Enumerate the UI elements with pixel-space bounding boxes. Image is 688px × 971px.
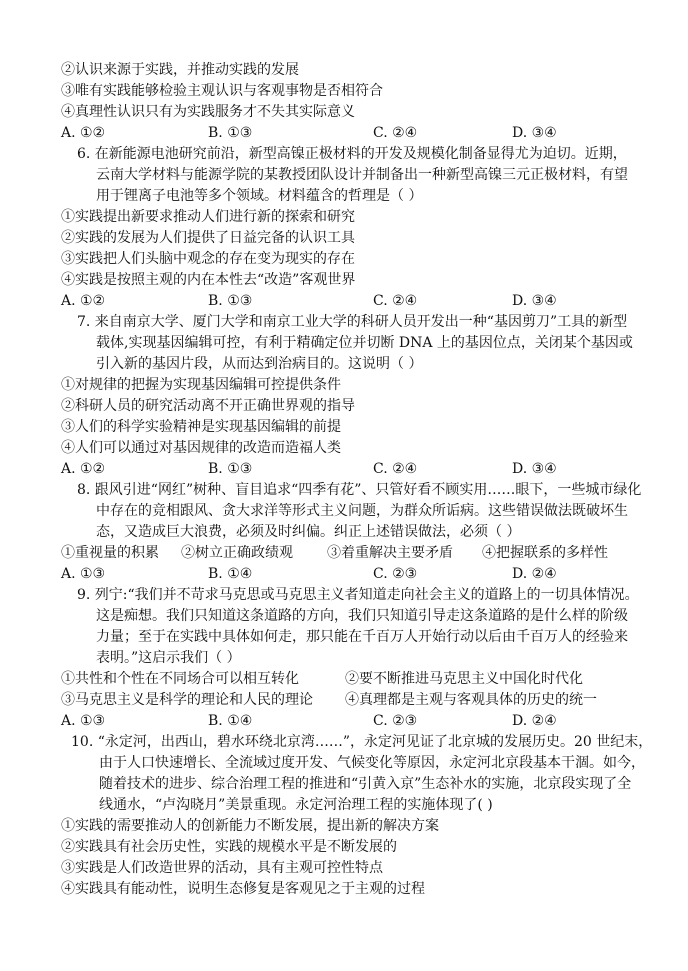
q9-statement-3: ③马克思主义是科学的理论和人民的理论 (61, 692, 313, 708)
q7-stem-line-2: 载体,实现基因编辑可控，有利于精确定位并切断 DNA 上的基因位点，关闭某个基因或 (96, 335, 633, 351)
q9-choice-d[interactable]: D. ②④ (512, 713, 557, 729)
q8-choice-b[interactable]: B. ①④ (208, 566, 253, 582)
q7-choice-c[interactable]: C. ②④ (373, 461, 418, 477)
q6-stem-line-2: 云南大学材料与能源学院的某教授团队设计并制备出一种新型高镍三元正极材料，有望 (96, 167, 628, 183)
q6-choices (61, 291, 621, 312)
q8-stem-line-3: 态，又造成巨大浪费，必须及时纠偏。纠正上述错误做法，必须（ ） (96, 524, 521, 540)
q5-choices (61, 123, 621, 144)
q8-choice-d[interactable]: D. ②④ (512, 566, 557, 582)
q8-statement-4: ④把握联系的多样性 (482, 545, 608, 561)
q10-stem-line-4: 线通水，“卢沟晓月”美景重现。永定河治理工程的实施体现了( ) (99, 797, 493, 813)
q9-choices (61, 711, 621, 732)
q7-choice-b[interactable]: B. ①③ (208, 461, 253, 477)
q10-stem-line-1: 10. “永定河，出西山，碧水环绕北京湾……”，永定河见证了北京城的发展历史。20 世纪末， (71, 734, 653, 750)
q9-stem-line-3: 力量；至于在实践中具体如何走，那只能在千百万人开始行动以后由千百万人的经验来 (96, 629, 628, 645)
q5-statement-3: ③唯有实践能够检验主观认识与客观事物是否相符合 (61, 83, 383, 99)
q10-stem-line-3: 随着技术的进步、综合治理工程的推进和“引黄入京”生态补水的实施，北京段实现了全 (99, 776, 632, 792)
q5-statement-2: ②认识来源于实践，并推动实践的发展 (61, 62, 299, 78)
q6-statement-2: ②实践的发展为人们提供了日益完备的认识工具 (61, 230, 355, 246)
q7-statement-3: ③人们的科学实验精神是实现基因编辑的前提 (61, 419, 341, 435)
q8-statement-3: ③着重解决主要矛盾 (327, 545, 453, 561)
q6-choice-d[interactable]: D. ③④ (512, 293, 557, 309)
q7-choices (61, 459, 621, 480)
q10-statement-3: ③实践是人们改造世界的活动，具有主观可控性特点 (61, 860, 383, 876)
q9-stem-line-1: 9. 列宁:“我们并不苛求马克思或马克思主义者知道走向社会主义的道路上的一切具体情况。 (77, 587, 639, 603)
q5-choice-d[interactable]: D. ③④ (512, 125, 557, 141)
q9-choice-a[interactable]: A. ①③ (61, 713, 106, 729)
q9-statements-row-2 (61, 690, 661, 711)
q5-choice-a[interactable]: A. ①② (61, 125, 106, 141)
q8-choice-c[interactable]: C. ②③ (373, 566, 418, 582)
q8-statement-2: ②树立正确政绩观 (181, 545, 293, 561)
q8-stem-line-1: 8. 跟风引进“网红”树种、盲目追求“四季有花”、只管好看不顾实用……眼下，一些城市绿化 (77, 482, 642, 498)
q9-choice-b[interactable]: B. ①④ (208, 713, 253, 729)
q6-choice-c[interactable]: C. ②④ (373, 293, 418, 309)
q6-statement-1: ①实践提出新要求推动人们进行新的探索和研究 (61, 209, 355, 225)
q5-choice-c[interactable]: C. ②④ (373, 125, 418, 141)
q6-choice-a[interactable]: A. ①② (61, 293, 106, 309)
q10-stem-line-2: 由于人口快速增长、全流域过度开发、气候变化等原因，永定河北京段基本干涸。如今， (99, 755, 645, 771)
q6-stem-line-3: 用于锂离子电池等多个领域。材料蕴含的哲理是（ ） (96, 188, 423, 204)
q7-choice-d[interactable]: D. ③④ (512, 461, 557, 477)
q9-statement-4: ④真理都是主观与客观具体的历史的统一 (345, 692, 597, 708)
q7-statement-4: ④人们可以通过对基因规律的改造而造福人类 (61, 440, 341, 456)
q7-statement-1: ①对规律的把握为实现基因编辑可控提供条件 (61, 377, 341, 393)
q9-choice-c[interactable]: C. ②③ (373, 713, 418, 729)
q7-choice-a[interactable]: A. ①② (61, 461, 106, 477)
q9-stem-line-2: 这是痴想。我们只知道这条道路的方向，我们只知道引导走这条道路的是什么样的阶级 (96, 608, 628, 624)
q7-stem-line-1: 7. 来自南京大学、厦门大学和南京工业大学的科研人员开发出一种“基因剪刀”工具的新型 (77, 314, 628, 330)
q6-statement-3: ③实践把人们头脑中观念的存在变为现实的存在 (61, 251, 355, 267)
q6-stem-line-1: 6. 在新能源电池研究前沿，新型高镍正极材料的开发及规模化制备显得尤为迫切。近期， (77, 146, 627, 162)
q5-choice-b[interactable]: B. ①③ (208, 125, 253, 141)
q8-statements (61, 543, 661, 564)
q6-statement-4: ④实践是按照主观的内在本性去“改造”客观世界 (61, 272, 356, 288)
q10-statement-2: ②实践具有社会历史性，实践的规模水平是不断发展的 (61, 839, 397, 855)
q8-statement-1: ①重视量的积累 (61, 545, 159, 561)
q9-statements-row-1 (61, 669, 661, 690)
q9-statement-1: ①共性和个性在不同场合可以相互转化 (61, 671, 299, 687)
q8-choices (61, 564, 621, 585)
q7-stem-line-3: 引入新的基因片段，从而达到治病目的。这说明（ ） (96, 356, 423, 372)
q5-statement-4: ④真理性认识只有为实践服务才不失其实际意义 (61, 104, 355, 120)
q10-statement-1: ①实践的需要推动人的创新能力不断发展，提出新的解决方案 (61, 818, 439, 834)
q8-stem-line-2: 中存在的竞相跟风、贪大求洋等形式主义问题，为群众所诟病。这些错误做法既破坏生 (96, 503, 628, 519)
q8-choice-a[interactable]: A. ①③ (61, 566, 106, 582)
q9-stem-line-4: 表明。”这启示我们（ ） (96, 650, 241, 666)
q7-statement-2: ②科研人员的研究活动离不开正确世界观的指导 (61, 398, 355, 414)
q10-statement-4: ④实践具有能动性，说明生态修复是客观见之于主观的过程 (61, 881, 425, 897)
q6-choice-b[interactable]: B. ①③ (208, 293, 253, 309)
q9-statement-2: ②要不断推进马克思主义中国化时代化 (345, 671, 583, 687)
